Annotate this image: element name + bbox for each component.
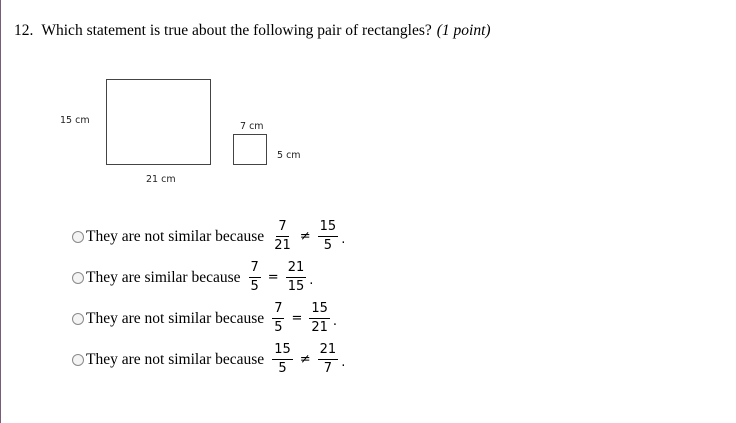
large-rect-width-label: 21 cm: [146, 174, 176, 185]
fraction-denominator: 5: [323, 238, 333, 253]
fraction: [272, 301, 284, 336]
answer-option[interactable]: [72, 301, 337, 336]
option-period: .: [309, 273, 314, 288]
option-text: They are not similar because: [86, 309, 265, 327]
option-text: They are similar because: [86, 268, 241, 286]
option-period: .: [341, 355, 346, 370]
fraction-numerator: 21: [318, 342, 339, 360]
question-prompt: [14, 22, 491, 40]
option-text: They are not similar because: [86, 350, 265, 368]
fraction-denominator: 7: [323, 361, 333, 376]
option-period: .: [332, 314, 338, 329]
fraction-numerator: 7: [272, 301, 284, 319]
question-points: (1 point): [436, 22, 491, 39]
option-period: .: [341, 232, 346, 247]
fraction: [318, 342, 339, 377]
answer-option[interactable]: [72, 260, 313, 295]
large-rect-height-label: 15 cm: [60, 115, 90, 126]
question-number: 12.: [14, 22, 34, 39]
large-rectangle: [106, 79, 211, 165]
radio-button[interactable]: [72, 272, 84, 284]
fraction-numerator: 21: [286, 260, 307, 278]
relation-symbol: ≠: [299, 229, 311, 244]
fraction-numerator: 15: [309, 301, 330, 319]
answer-option[interactable]: [72, 219, 345, 254]
fraction: [286, 260, 307, 295]
relation-symbol: ≠: [299, 352, 311, 367]
radio-button[interactable]: [72, 231, 84, 243]
left-border-line: [0, 0, 1, 423]
small-rect-width-label: 7 cm: [240, 121, 264, 132]
fraction: [272, 219, 293, 254]
answer-option[interactable]: [72, 342, 345, 377]
fraction-denominator: 5: [274, 320, 283, 335]
fraction: [318, 219, 339, 254]
fraction: [249, 260, 261, 295]
fraction-denominator: 21: [311, 320, 328, 335]
small-rectangle: [233, 134, 267, 165]
fraction-denominator: 5: [278, 361, 287, 376]
question-text: Which statement is true about the following pair of rectangles?: [41, 22, 432, 39]
fraction: [272, 342, 293, 377]
relation-symbol: =: [291, 311, 303, 326]
relation-symbol: =: [267, 270, 279, 285]
fraction-numerator: 15: [318, 219, 339, 237]
fraction-numerator: 7: [249, 260, 261, 278]
small-rect-height-label: 5 cm: [277, 150, 301, 161]
radio-button[interactable]: [72, 354, 84, 366]
fraction-denominator: 5: [250, 279, 259, 294]
fraction-numerator: 15: [272, 342, 293, 360]
option-text: They are not similar because: [86, 227, 265, 245]
fraction-numerator: 7: [276, 219, 288, 237]
fraction-denominator: 21: [274, 238, 291, 253]
radio-button[interactable]: [72, 313, 84, 325]
fraction-denominator: 15: [287, 279, 305, 294]
fraction: [309, 301, 330, 336]
